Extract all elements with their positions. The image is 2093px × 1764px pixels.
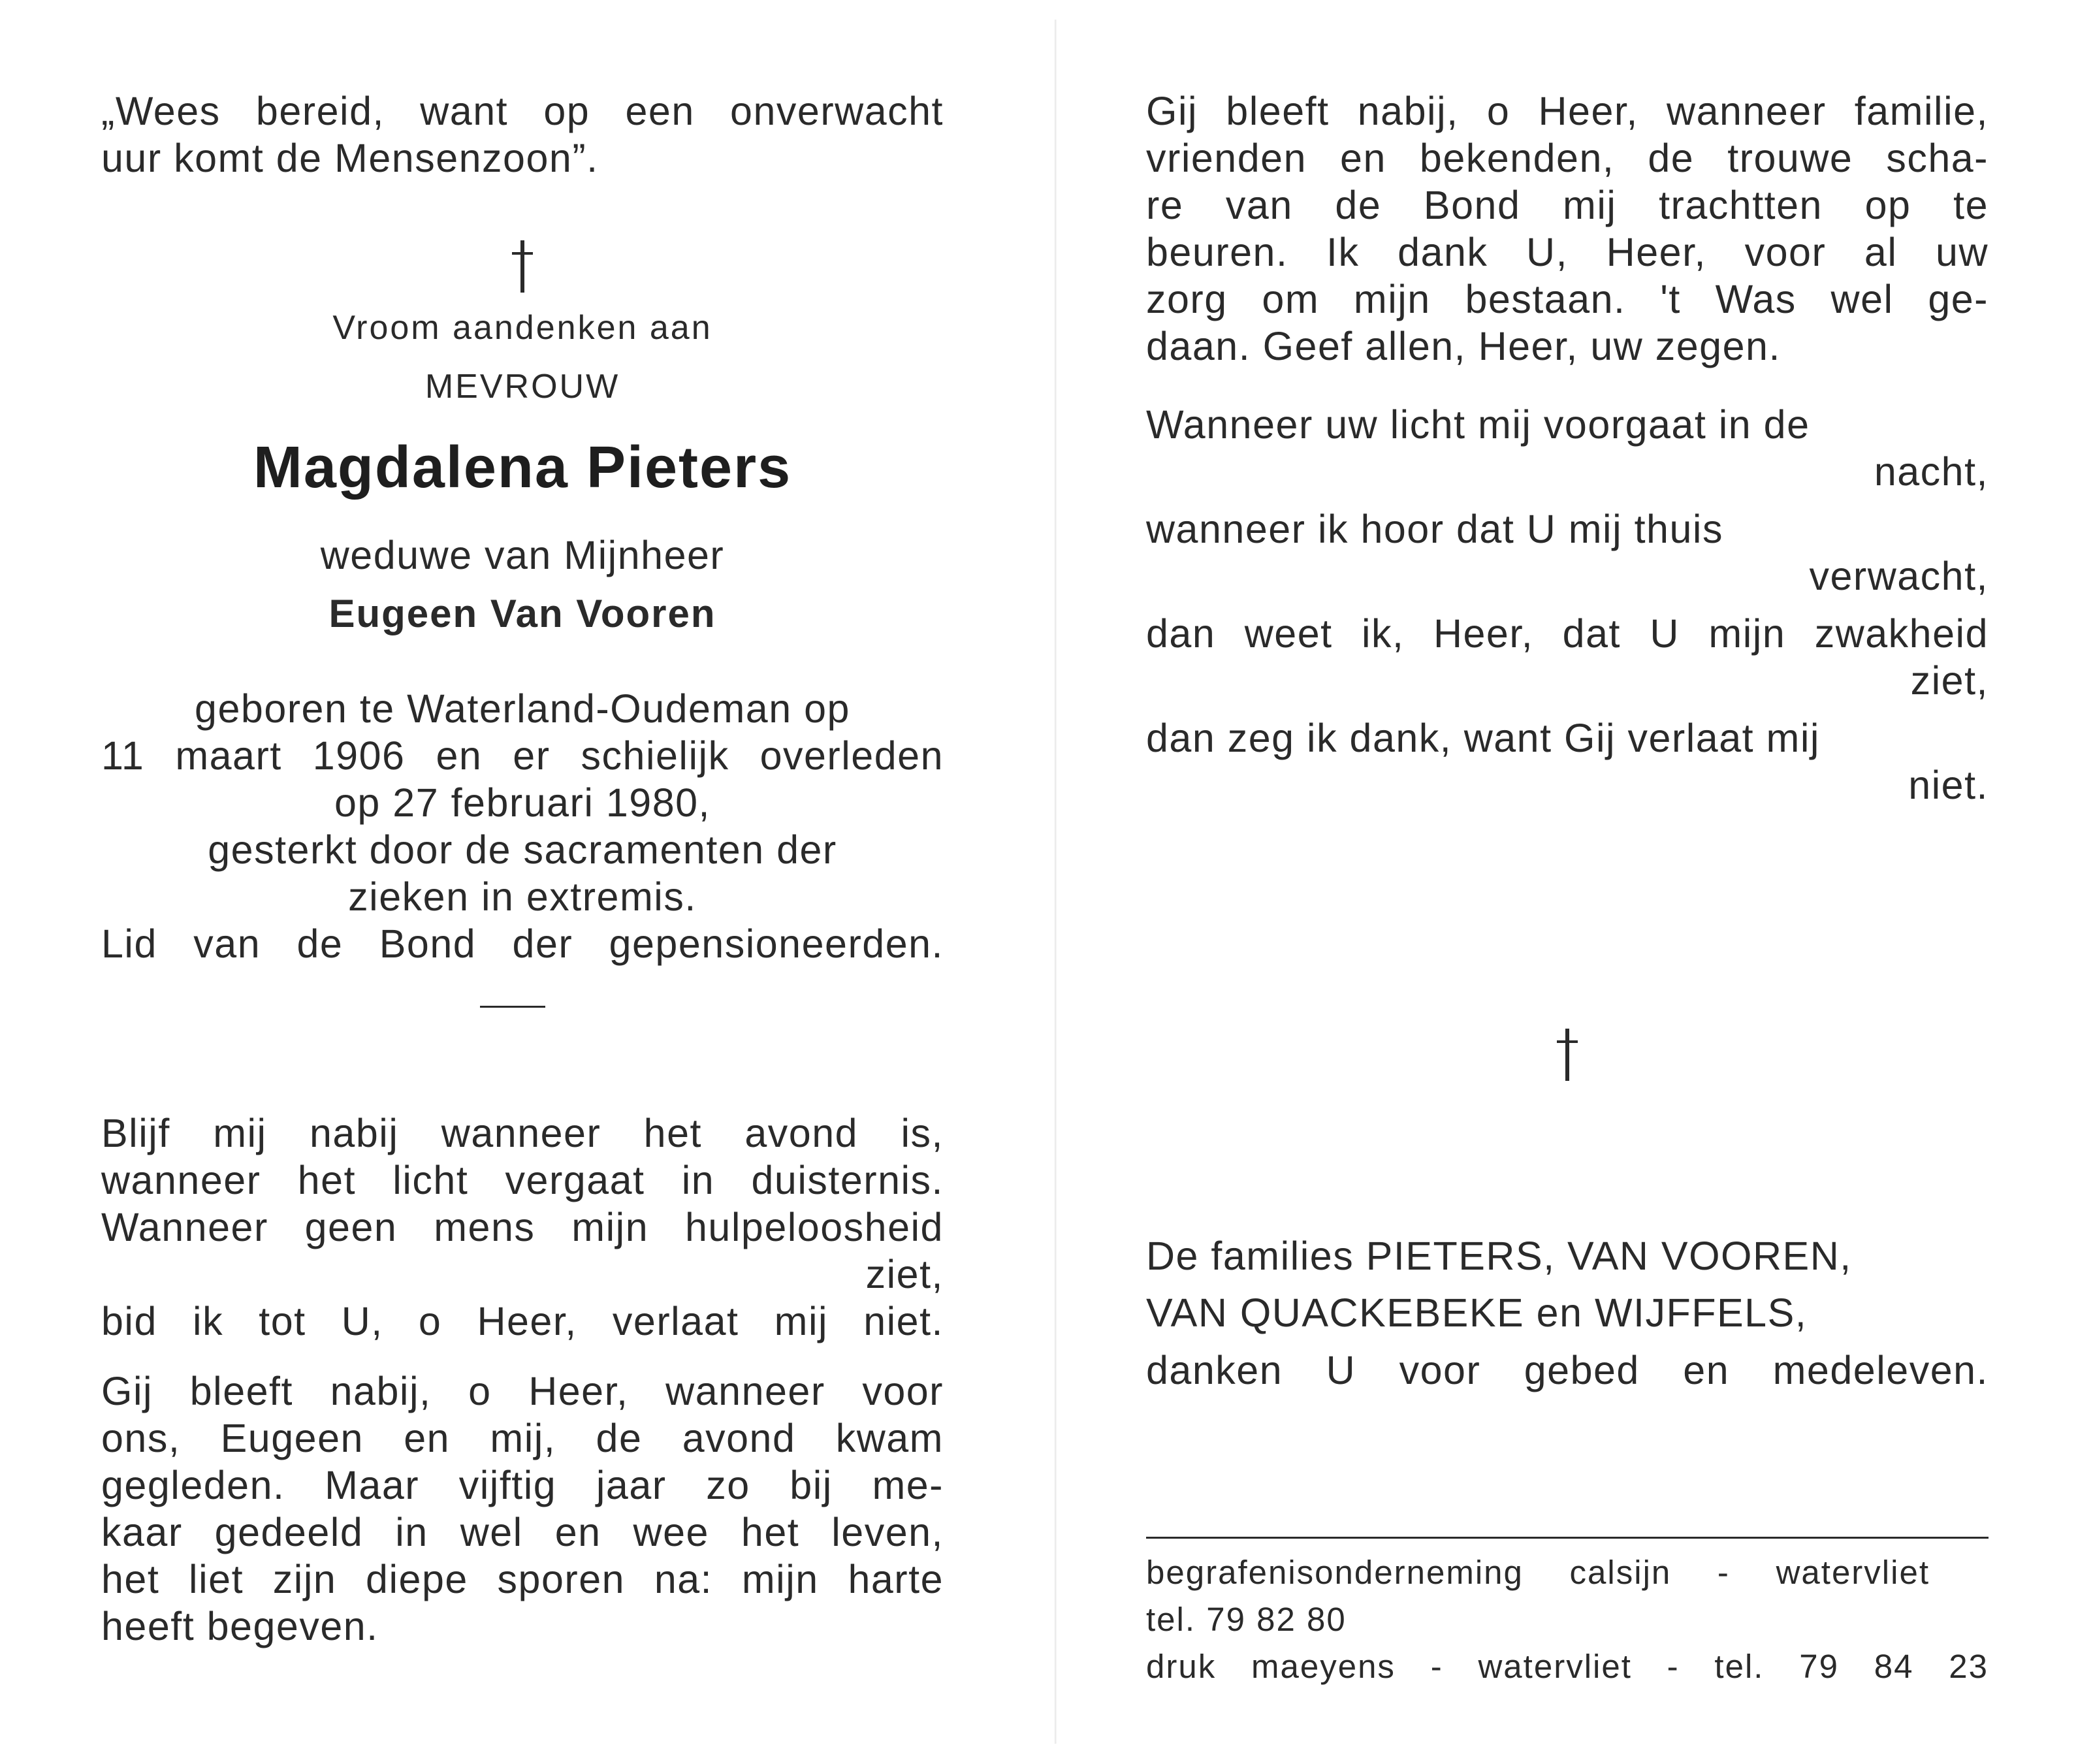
prayer-line: beuren. Ik dank U, Heer, voor al uw — [1146, 230, 1989, 274]
thanks-line: VAN QUACKEBEKE en WIJFFELS, — [1146, 1291, 1808, 1335]
printer-line: begrafenisonderneming calsijn - watervliet — [1146, 1554, 1930, 1591]
bio-line: gesterkt door de sacramenten der — [208, 827, 837, 872]
bio-line: op 27 februari 1980, — [334, 780, 711, 825]
prayer-line: Gij bleeft nabij, o Heer, wanneer familie, — [1146, 89, 1989, 133]
prayer-line: heeft begeven. — [101, 1604, 379, 1648]
prayer-line: wanneer ik hoor dat U mij thuis — [1146, 507, 1723, 551]
thanks-line: danken U voor gebed en medeleven. — [1146, 1348, 1989, 1392]
prayer-line: kaar gedeeld in wel en wee het leven, — [101, 1510, 944, 1554]
bio-line: zieken in extremis. — [348, 874, 697, 919]
prayer-line: Wanneer geen mens mijn hulpeloosheid — [101, 1205, 944, 1249]
prayer-line: wanneer het licht vergaat in duisternis. — [101, 1158, 944, 1202]
prayer-line: dan zeg ik dank, want Gij verlaat mij — [1146, 716, 1820, 760]
printer-line: tel. 79 82 80 — [1146, 1601, 1347, 1638]
prayer-line: ons, Eugeen en mij, de avond kwam — [101, 1416, 944, 1460]
prayer-line: bid ik tot U, o Heer, verlaat mij niet. — [101, 1299, 944, 1343]
printer-rule — [1146, 1537, 1989, 1539]
quote-line-1: „Wees bereid, want op een onverwacht — [101, 89, 944, 133]
prayer-line: ziet, — [1910, 658, 1989, 703]
prayer-line: ziet, — [865, 1252, 944, 1296]
prayer-line: dan weet ik, Heer, dat U mijn zwakheid — [1146, 611, 1989, 656]
bio-line: Lid van de Bond der gepensioneerden. — [101, 922, 944, 966]
prayer-line: zorg om mijn bestaan. 't Was wel ge- — [1146, 277, 1989, 321]
quote-line-2: uur komt de Mensenzoon”. — [101, 136, 599, 180]
cross-icon — [509, 240, 535, 293]
prayer-line: nacht, — [1874, 449, 1989, 494]
bio-line: geboren te Waterland-Oudeman op — [195, 686, 850, 731]
husband-name: Eugeen Van Vooren — [328, 592, 716, 635]
prayer-line: Blijf mij nabij wanneer het avond is, — [101, 1111, 944, 1155]
separator-dash — [480, 1006, 545, 1008]
widow-of: weduwe van Mijnheer — [320, 533, 725, 577]
title-mevrouw: MEVROUW — [424, 368, 620, 406]
thanks-line: De families PIETERS, VAN VOOREN, — [1146, 1234, 1852, 1278]
deceased-name: Magdalena Pieters — [253, 435, 792, 500]
prayer-line: niet. — [1908, 763, 1989, 807]
prayer-line: vrienden en bekenden, de trouwe scha- — [1146, 136, 1989, 180]
memory-label: Vroom aandenken aan — [332, 309, 712, 347]
bio-line: 11 maart 1906 en er schielijk overleden — [101, 733, 944, 778]
prayer-line: daan. Geef allen, Heer, uw zegen. — [1146, 324, 1781, 368]
prayer-line: re van de Bond mij trachtten op te — [1146, 183, 1989, 227]
prayer-line: Gij bleeft nabij, o Heer, wanneer voor — [101, 1369, 944, 1413]
prayer-line: verwacht, — [1809, 554, 1989, 598]
printer-line: druk maeyens - watervliet - tel. 79 84 23 — [1146, 1648, 1989, 1685]
prayer-line: gegleden. Maar vijftig jaar zo bij me- — [101, 1463, 944, 1507]
prayer-line: het liet zijn diepe sporen na: mijn harte — [101, 1557, 944, 1601]
prayer-line: Wanneer uw licht mij voorgaat in de — [1146, 402, 1810, 447]
card-fold-line — [1055, 20, 1057, 1744]
cross-icon — [1554, 1029, 1580, 1081]
